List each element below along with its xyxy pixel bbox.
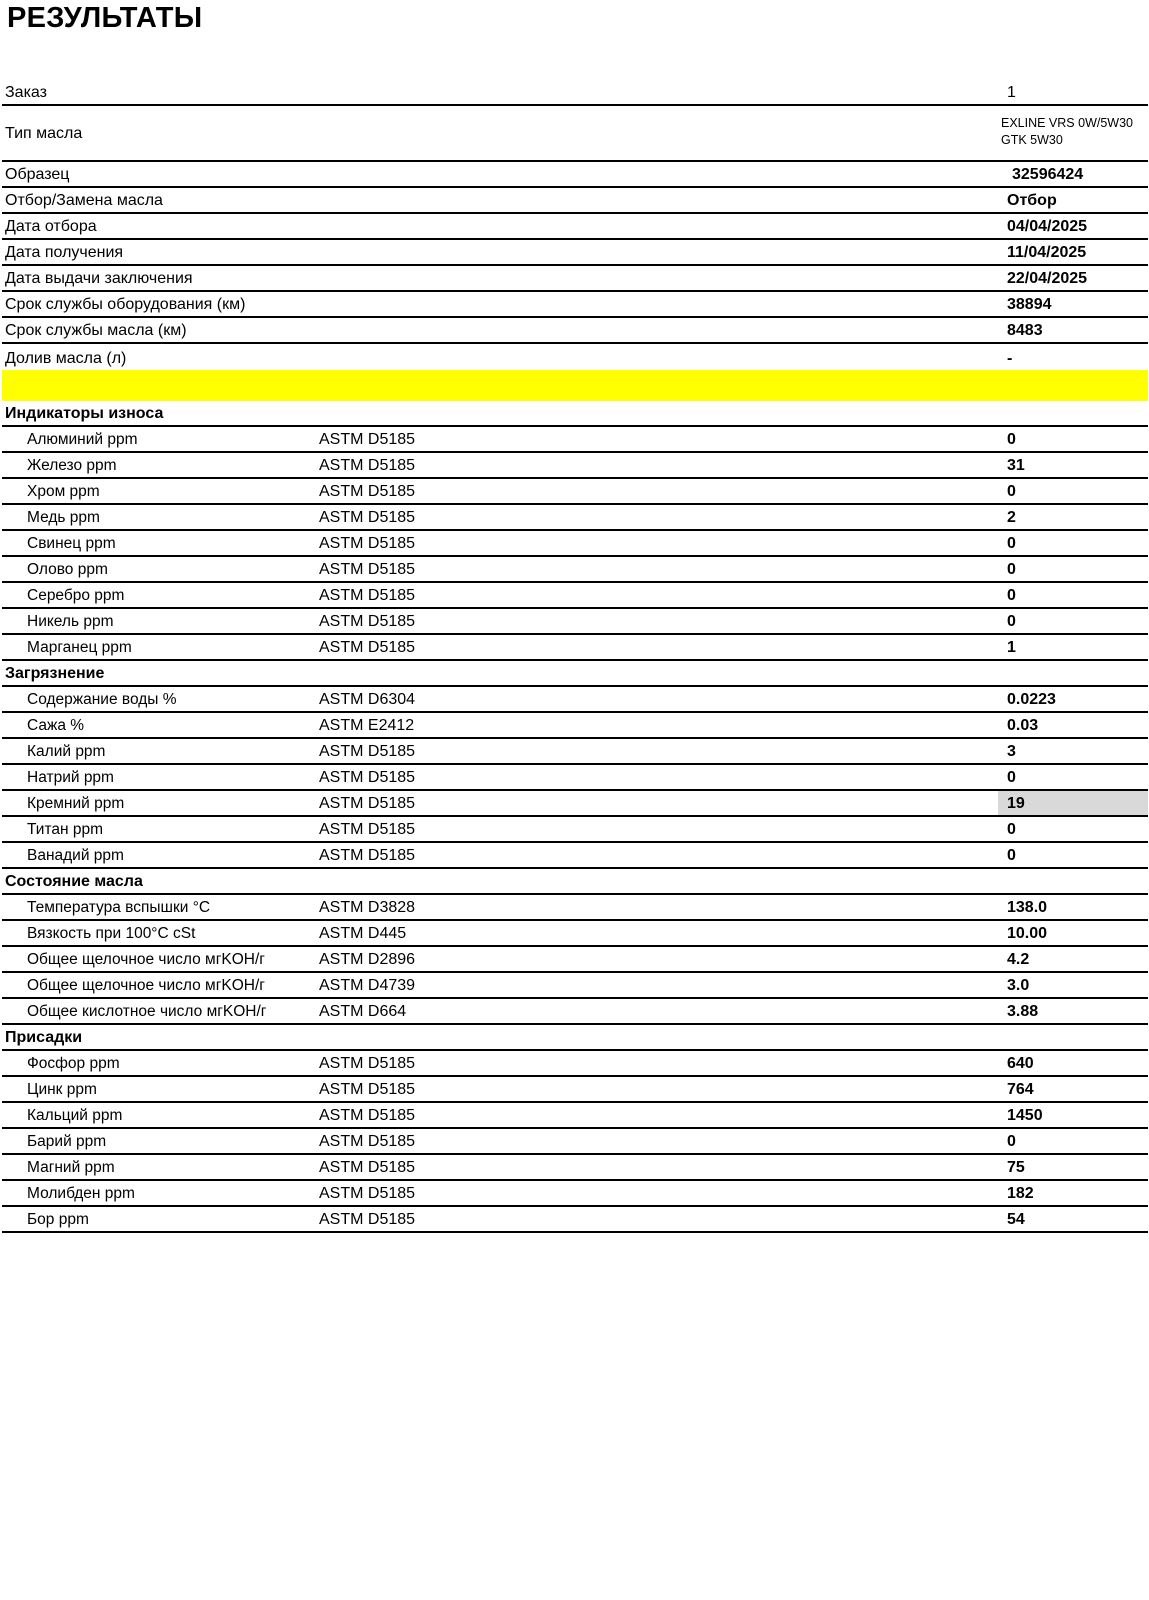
row-value: 38894 xyxy=(1007,296,1052,313)
test-method: ASTM D5185 xyxy=(319,1055,416,1072)
row-value: 22/04/2025 xyxy=(1007,270,1088,287)
test-method: ASTM D4739 xyxy=(319,977,416,994)
result-row xyxy=(2,1207,1148,1233)
result-row xyxy=(2,505,1148,531)
parameter-name: Молибден ppm xyxy=(27,1185,135,1202)
row-value xyxy=(1001,115,1149,149)
row-label: Срок службы оборудования (км) xyxy=(5,296,246,313)
row-value: 32596424 xyxy=(1012,166,1084,183)
parameter-name: Кремний ppm xyxy=(27,795,125,812)
result-value: 0 xyxy=(1007,847,1016,864)
result-value: 3.0 xyxy=(1007,977,1030,994)
result-value: 19 xyxy=(1007,795,1025,812)
result-row xyxy=(2,947,1148,973)
test-method: ASTM D5185 xyxy=(319,1159,416,1176)
result-value: 1 xyxy=(1007,639,1016,656)
result-row xyxy=(2,1129,1148,1155)
test-method: ASTM D5185 xyxy=(319,1107,416,1124)
parameter-name: Натрий ppm xyxy=(27,769,114,786)
oil-type-line2: GTK 5W30 xyxy=(1001,133,1063,147)
result-value: 3 xyxy=(1007,743,1016,760)
test-method: ASTM D5185 xyxy=(319,1081,416,1098)
row-label: Дата выдачи заключения xyxy=(5,270,193,287)
result-row xyxy=(2,791,1148,817)
parameter-name: Хром ppm xyxy=(27,483,100,500)
result-value: 0 xyxy=(1007,769,1016,786)
parameter-name: Бор ppm xyxy=(27,1211,89,1228)
section-title: Состояние масла xyxy=(5,873,143,890)
test-method: ASTM D5185 xyxy=(319,639,416,656)
parameter-name: Титан ppm xyxy=(27,821,104,838)
report-date-row xyxy=(2,266,1148,292)
result-row xyxy=(2,453,1148,479)
sampling-date-row xyxy=(2,214,1148,240)
row-value: 8483 xyxy=(1007,322,1043,339)
result-row xyxy=(2,999,1148,1025)
test-method: ASTM D445 xyxy=(319,925,407,942)
row-label: Заказ xyxy=(5,84,47,101)
result-value: 138.0 xyxy=(1007,899,1048,916)
parameter-name: Температура вспышки °C xyxy=(27,899,211,916)
result-row xyxy=(2,531,1148,557)
parameter-name: Фосфор ppm xyxy=(27,1055,120,1072)
oil-type-row xyxy=(2,106,1148,162)
parameter-name: Железо ppm xyxy=(27,457,117,474)
result-row xyxy=(2,609,1148,635)
test-method: ASTM D5185 xyxy=(319,795,416,812)
row-label: Срок службы масла (км) xyxy=(5,322,187,339)
result-value: 182 xyxy=(1007,1185,1034,1202)
parameter-name: Ванадий ppm xyxy=(27,847,124,864)
parameter-name: Цинк ppm xyxy=(27,1081,97,1098)
sections-container xyxy=(2,401,1148,1233)
result-row xyxy=(2,427,1148,453)
test-method: ASTM D5185 xyxy=(319,847,416,864)
results-table xyxy=(2,80,1148,1233)
result-value: 4.2 xyxy=(1007,951,1030,968)
result-value: 0 xyxy=(1007,821,1016,838)
result-value: 10.00 xyxy=(1007,925,1048,942)
result-row xyxy=(2,739,1148,765)
result-value: 0 xyxy=(1007,587,1016,604)
result-value: 0 xyxy=(1007,613,1016,630)
row-label: Дата отбора xyxy=(5,218,97,235)
result-value: 0 xyxy=(1007,483,1016,500)
row-value: - xyxy=(1007,350,1013,367)
result-value: 0 xyxy=(1007,431,1016,448)
sampling-type-row xyxy=(2,188,1148,214)
result-row xyxy=(2,479,1148,505)
result-row xyxy=(2,817,1148,843)
section-header xyxy=(2,401,1148,427)
test-method: ASTM D5185 xyxy=(319,561,416,578)
row-value: Отбор xyxy=(1007,192,1057,209)
row-value: 11/04/2025 xyxy=(1007,244,1087,261)
parameter-name: Кальций ppm xyxy=(27,1107,123,1124)
result-row xyxy=(2,1103,1148,1129)
parameter-name: Свинец ppm xyxy=(27,535,116,552)
section-header xyxy=(2,1025,1148,1051)
row-label: Дата получения xyxy=(5,244,124,261)
result-value: 75 xyxy=(1007,1159,1025,1176)
row-label: Тип масла xyxy=(5,125,83,142)
row-value: 1 xyxy=(1007,84,1016,101)
result-value: 640 xyxy=(1007,1055,1034,1072)
row-label: Отбор/Замена масла xyxy=(5,192,163,209)
parameter-name: Содержание воды % xyxy=(27,691,177,708)
parameter-name: Вязкость при 100°C cSt xyxy=(27,925,196,942)
test-method: ASTM D5185 xyxy=(319,821,416,838)
result-row xyxy=(2,765,1148,791)
section-title: Загрязнение xyxy=(5,665,105,682)
row-label: Образец xyxy=(5,166,70,183)
test-method: ASTM D2896 xyxy=(319,951,416,968)
row-value: 04/04/2025 xyxy=(1007,218,1088,235)
result-row xyxy=(2,1051,1148,1077)
result-row xyxy=(2,635,1148,661)
parameter-name: Сажа % xyxy=(27,717,85,734)
parameter-name: Серебро ppm xyxy=(27,587,125,604)
result-value: 0 xyxy=(1007,561,1016,578)
sample-row xyxy=(2,162,1148,188)
result-row xyxy=(2,1077,1148,1103)
parameter-name: Барий ppm xyxy=(27,1133,107,1150)
parameter-name: Общее щелочное число мгKOH/г xyxy=(27,977,265,994)
result-value: 1450 xyxy=(1007,1107,1043,1124)
test-method: ASTM D5185 xyxy=(319,483,416,500)
test-method: ASTM D5185 xyxy=(319,1211,416,1228)
page-title: РЕЗУЛЬТАТЫ xyxy=(7,2,203,34)
result-value: 0.0223 xyxy=(1007,691,1056,708)
result-row xyxy=(2,557,1148,583)
test-method: ASTM D5185 xyxy=(319,743,416,760)
result-row xyxy=(2,583,1148,609)
result-row xyxy=(2,1155,1148,1181)
result-value: 0 xyxy=(1007,1133,1016,1150)
test-method: ASTM D6304 xyxy=(319,691,416,708)
parameter-name: Никель ppm xyxy=(27,613,114,630)
parameter-name: Магний ppm xyxy=(27,1159,115,1176)
parameter-name: Медь ppm xyxy=(27,509,100,526)
parameter-name: Алюминий ppm xyxy=(27,431,138,448)
section-header xyxy=(2,661,1148,687)
result-row xyxy=(2,895,1148,921)
section-header xyxy=(2,869,1148,895)
parameter-name: Калий ppm xyxy=(27,743,106,760)
test-method: ASTM D664 xyxy=(319,1003,407,1020)
result-row xyxy=(2,713,1148,739)
result-row xyxy=(2,1181,1148,1207)
result-value: 54 xyxy=(1007,1211,1025,1228)
test-method: ASTM D5185 xyxy=(319,431,416,448)
test-method: ASTM D5185 xyxy=(319,509,416,526)
oil-life-row xyxy=(2,318,1148,344)
test-method: ASTM E2412 xyxy=(319,717,415,734)
result-value: 2 xyxy=(1007,509,1016,526)
test-method: ASTM D5185 xyxy=(319,587,416,604)
parameter-name: Общее кислотное число мгKOH/г xyxy=(27,1003,267,1020)
result-value: 764 xyxy=(1007,1081,1034,1098)
test-method: ASTM D5185 xyxy=(319,1185,416,1202)
test-method: ASTM D5185 xyxy=(319,613,416,630)
received-date-row xyxy=(2,240,1148,266)
test-method: ASTM D5185 xyxy=(319,457,416,474)
order-row xyxy=(2,80,1148,106)
result-row xyxy=(2,687,1148,713)
test-method: ASTM D3828 xyxy=(319,899,416,916)
result-value: 3.88 xyxy=(1007,1003,1039,1020)
test-method: ASTM D5185 xyxy=(319,1133,416,1150)
result-value: 31 xyxy=(1007,457,1025,474)
parameter-name: Олово ppm xyxy=(27,561,108,578)
highlight-band xyxy=(2,370,1148,401)
test-method: ASTM D5185 xyxy=(319,535,416,552)
result-row xyxy=(2,973,1148,999)
test-method: ASTM D5185 xyxy=(319,769,416,786)
result-row xyxy=(2,843,1148,869)
oil-topup-row xyxy=(2,344,1148,370)
parameter-name: Марганец ppm xyxy=(27,639,132,656)
result-row xyxy=(2,921,1148,947)
parameter-name: Общее щелочное число мгKOH/г xyxy=(27,951,265,968)
row-label: Долив масла (л) xyxy=(5,350,127,367)
result-value: 0.03 xyxy=(1007,717,1039,734)
oil-type-line1: EXLINE VRS 0W/5W30 xyxy=(1001,116,1133,130)
section-title: Индикаторы износа xyxy=(5,405,164,422)
section-title: Присадки xyxy=(5,1029,83,1046)
equipment-life-row xyxy=(2,292,1148,318)
result-value: 0 xyxy=(1007,535,1016,552)
